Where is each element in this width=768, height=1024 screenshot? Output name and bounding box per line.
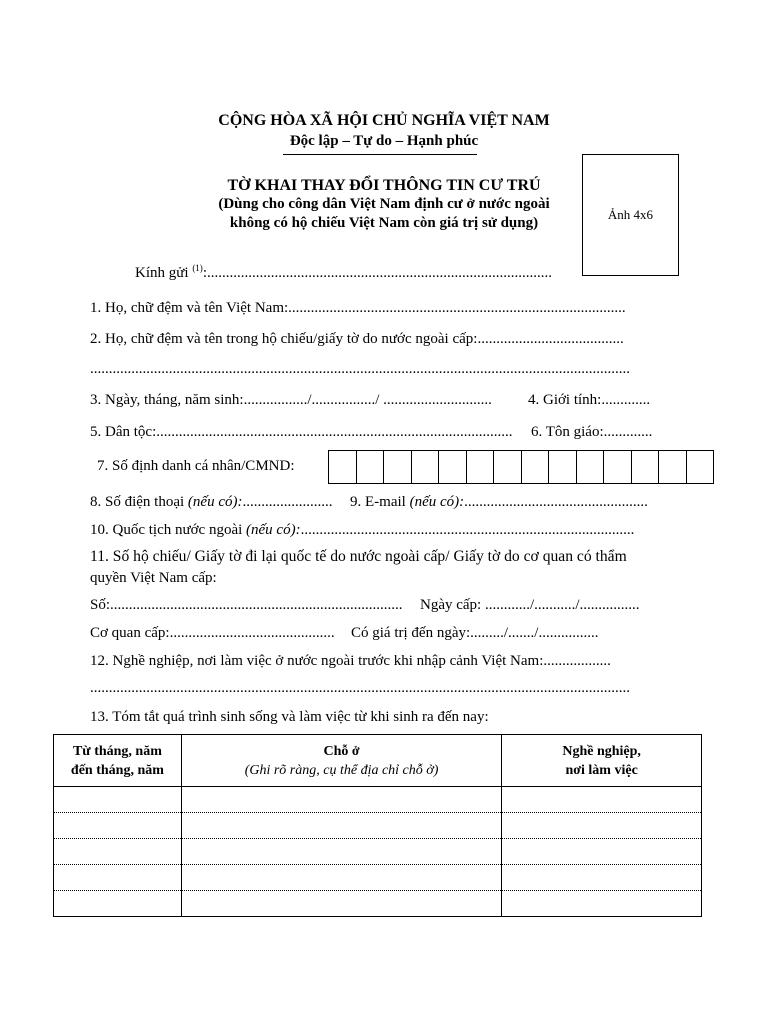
id-digit-cell[interactable] (632, 450, 660, 484)
field-2-continuation[interactable]: ................................................................................................................................................ (90, 361, 630, 377)
header-residence-line-1: Chỗ ở (323, 743, 360, 759)
id-digit-cell[interactable] (412, 450, 440, 484)
field-10-label: 10. Quốc tịch nước ngoài (90, 522, 247, 538)
field-4-gender[interactable]: 4. Giới tính:............. (528, 392, 651, 408)
table-row (54, 891, 702, 917)
field-10-optional: (nếu có): (246, 522, 301, 538)
field-11-line-2: quyền Việt Nam cấp: (90, 570, 217, 586)
field-11-line-1: 11. Số hộ chiếu/ Giấy tờ đi lại quốc tế do nước ngoài cấp/ Giấy tờ do cơ quan có thẩm (90, 548, 627, 565)
history-table-header (54, 735, 702, 787)
field-3-birthdate[interactable]: 3. Ngày, tháng, năm sinh:................./................./ ............................. (90, 392, 492, 408)
form-title: TỜ KHAI THAY ĐỔI THÔNG TIN CƯ TRÚ (227, 177, 541, 194)
table-cell[interactable] (502, 865, 702, 891)
id-digit-cell[interactable] (549, 450, 577, 484)
motto-underline (283, 154, 477, 155)
field-12-continuation[interactable]: ................................................................................................................................................ (90, 680, 630, 696)
table-cell[interactable] (502, 813, 702, 839)
table-row (54, 839, 702, 865)
motto: Độc lập – Tự do – Hạnh phúc (289, 133, 479, 149)
field-12-occupation[interactable]: 12. Nghề nghiệp, nơi làm việc ở nước ngoài trước khi nhập cảnh Việt Nam:.................. (90, 653, 611, 669)
kinh-gui-dots[interactable]: :............................................................................................ (202, 265, 552, 281)
field-6-religion[interactable]: 6. Tôn giáo:............. (531, 424, 653, 440)
id-digit-cell[interactable] (659, 450, 687, 484)
id-digit-cell[interactable] (357, 450, 385, 484)
table-cell[interactable] (502, 839, 702, 865)
id-digit-cell[interactable] (604, 450, 632, 484)
header-period-line-1: Từ tháng, năm (72, 743, 162, 759)
field-11-issuer[interactable]: Cơ quan cấp:............................................ (90, 625, 335, 641)
table-cell[interactable] (54, 787, 182, 813)
footnote-marker: (1) (192, 263, 203, 273)
header-residence-line-2: (Ghi rõ ràng, cụ thể địa chỉ chỗ ở) (244, 762, 439, 778)
photo-box (582, 154, 679, 276)
table-row (54, 787, 702, 813)
id-digit-cell[interactable] (494, 450, 522, 484)
header-occupation-line-2: nơi làm việc (565, 762, 638, 778)
table-row (54, 865, 702, 891)
table-cell[interactable] (54, 813, 182, 839)
country-heading: CỘNG HÒA XÃ HỘI CHỦ NGHĨA VIỆT NAM (218, 112, 550, 129)
header-occupation-line-1: Nghề nghiệp, (562, 743, 641, 759)
table-cell[interactable] (181, 787, 501, 813)
header-residence (181, 735, 501, 787)
field-9-email[interactable] (350, 494, 648, 511)
id-digit-cell[interactable] (522, 450, 550, 484)
form-subtitle-2: không có hộ chiếu Việt Nam còn giá trị sử dụng) (229, 215, 539, 231)
field-10-nationality[interactable] (90, 522, 634, 539)
id-digit-cell[interactable] (467, 450, 495, 484)
field-8-dots[interactable]: ........................ (242, 494, 333, 510)
id-digit-cell[interactable] (687, 450, 715, 484)
field-11-valid-until[interactable]: Có giá trị đến ngày:........./......./................ (351, 625, 599, 641)
field-9-dots[interactable]: ................................................. (464, 494, 648, 510)
history-table-body (54, 787, 702, 917)
kinh-gui-line (135, 263, 552, 282)
field-8-phone[interactable] (90, 494, 332, 511)
id-digit-cell[interactable] (439, 450, 467, 484)
id-digit-cell[interactable] (577, 450, 605, 484)
table-cell[interactable] (502, 787, 702, 813)
table-cell[interactable] (502, 891, 702, 917)
field-13-label: 13. Tóm tắt quá trình sinh sống và làm việc từ khi sinh ra đến nay: (90, 709, 489, 725)
table-cell[interactable] (54, 839, 182, 865)
history-table (53, 734, 702, 917)
table-cell[interactable] (181, 839, 501, 865)
field-11-number[interactable]: Số:.............................................................................. (90, 597, 403, 613)
id-number-grid[interactable] (328, 450, 714, 484)
form-subtitle-1: (Dùng cho công dân Việt Nam định cư ở nước ngoài (218, 196, 550, 212)
id-digit-cell[interactable] (384, 450, 412, 484)
id-digit-cell[interactable] (329, 450, 357, 484)
table-cell[interactable] (54, 865, 182, 891)
field-8-optional: (nếu có): (187, 494, 243, 510)
kinh-gui-label: Kính gửi (135, 265, 189, 281)
field-8-label: 8. Số điện thoại (90, 494, 188, 510)
header-period (54, 735, 182, 787)
field-5-ethnicity[interactable]: 5. Dân tộc:............................................................................................... (90, 424, 513, 440)
field-1-name[interactable]: 1. Họ, chữ đệm và tên Việt Nam:.......................................................................................... (90, 300, 626, 316)
field-7-id-label: 7. Số định danh cá nhân/CMND: (97, 458, 295, 474)
field-11-issue-date[interactable]: Ngày cấp: ............/.........../................ (420, 597, 640, 613)
table-cell[interactable] (181, 813, 501, 839)
table-row (54, 813, 702, 839)
field-9-optional: (nếu có): (409, 494, 465, 510)
field-9-label: 9. E-mail (350, 494, 410, 510)
table-cell[interactable] (181, 891, 501, 917)
photo-label: Ảnh 4x6 (607, 207, 654, 222)
table-cell[interactable] (54, 891, 182, 917)
field-2-passport-name[interactable]: 2. Họ, chữ đệm và tên trong hộ chiếu/giấy tờ do nước ngoài cấp:....................................... (90, 331, 624, 347)
table-cell[interactable] (181, 865, 501, 891)
header-period-line-2: đến tháng, năm (70, 762, 164, 778)
header-occupation (502, 735, 702, 787)
field-10-dots[interactable]: ......................................................................................... (300, 522, 635, 538)
